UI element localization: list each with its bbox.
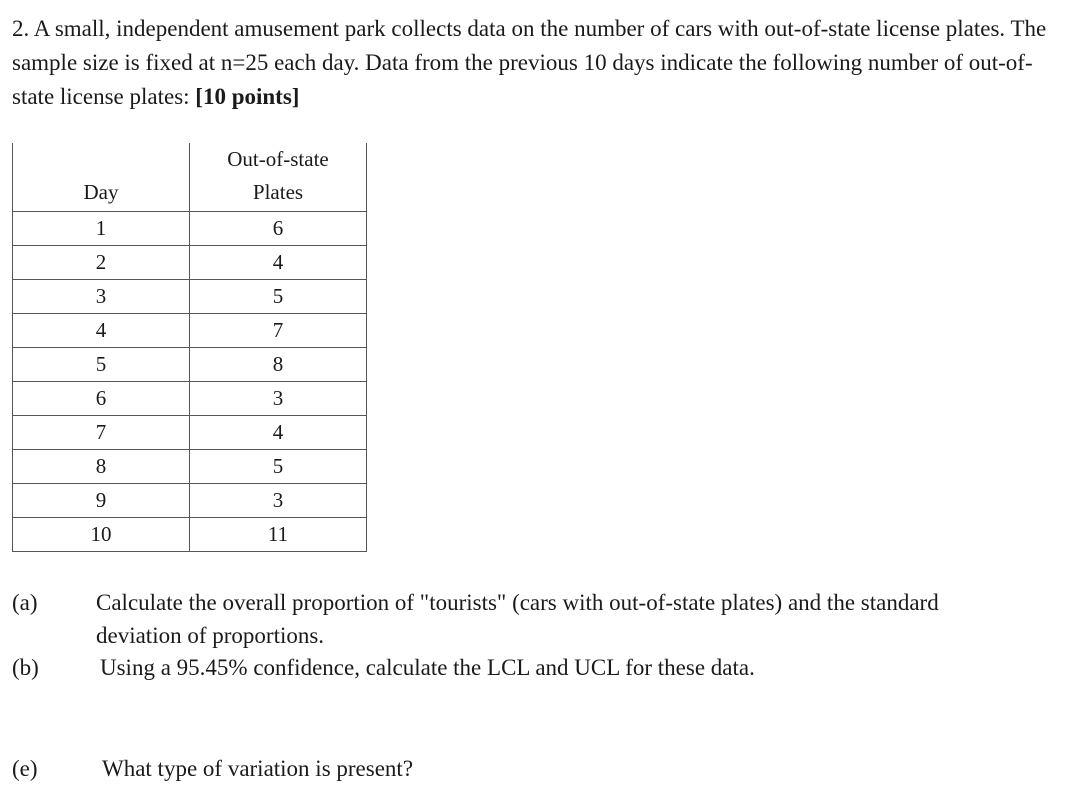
cell-day: 8 (13, 450, 190, 484)
cell-day: 2 (13, 246, 190, 280)
table-row (13, 280, 367, 314)
header-plates-line1: Out-of-state (227, 147, 329, 171)
item-text: Calculate the overall proportion of "tourists" (cars with out-of-state plates) and the standard deviation of proportions. (96, 590, 939, 648)
cell-plates: 5 (190, 450, 367, 484)
cell-day: 9 (13, 484, 190, 518)
item-text: Using a 95.45% confidence, calculate the LCL and UCL for these data. (100, 655, 755, 680)
cell-plates: 3 (190, 484, 367, 518)
header-day: Day (13, 143, 190, 212)
data-table (12, 143, 367, 552)
question-text: 2. A small, independent amusement park collects data on the number of cars with out-of-state license plates. The sample size is fixed at n=25 each day. Data from the previous 10 days indicate the following number of out-of-state license plates: (12, 16, 1047, 109)
cell-plates: 6 (190, 212, 367, 246)
table-row (13, 246, 367, 280)
cell-plates: 11 (190, 518, 367, 552)
cell-plates: 5 (190, 280, 367, 314)
table-header-row (13, 143, 367, 212)
cell-day: 10 (13, 518, 190, 552)
table-row (13, 484, 367, 518)
table-row (13, 382, 367, 416)
cell-day: 1 (13, 212, 190, 246)
table-row (13, 314, 367, 348)
cell-day: 5 (13, 348, 190, 382)
cell-day: 7 (13, 416, 190, 450)
cell-day: 4 (13, 314, 190, 348)
item-label: (b) (12, 655, 39, 680)
cell-day: 6 (13, 382, 190, 416)
cell-plates: 8 (190, 348, 367, 382)
points-label: [10 points] (195, 84, 300, 109)
table-row (13, 518, 367, 552)
table-row (13, 450, 367, 484)
item-label: (a) (12, 590, 38, 615)
cell-plates: 3 (190, 382, 367, 416)
cell-day: 3 (13, 280, 190, 314)
cell-plates: 4 (190, 246, 367, 280)
question-prompt (12, 12, 1072, 114)
table-row (13, 212, 367, 246)
cell-plates: 7 (190, 314, 367, 348)
header-plates (190, 143, 367, 212)
table-row (13, 416, 367, 450)
item-text: What type of variation is present? (102, 756, 414, 781)
table-row (13, 348, 367, 382)
header-plates-line2: Plates (252, 180, 304, 204)
cell-plates: 4 (190, 416, 367, 450)
item-label: (e) (12, 756, 38, 781)
